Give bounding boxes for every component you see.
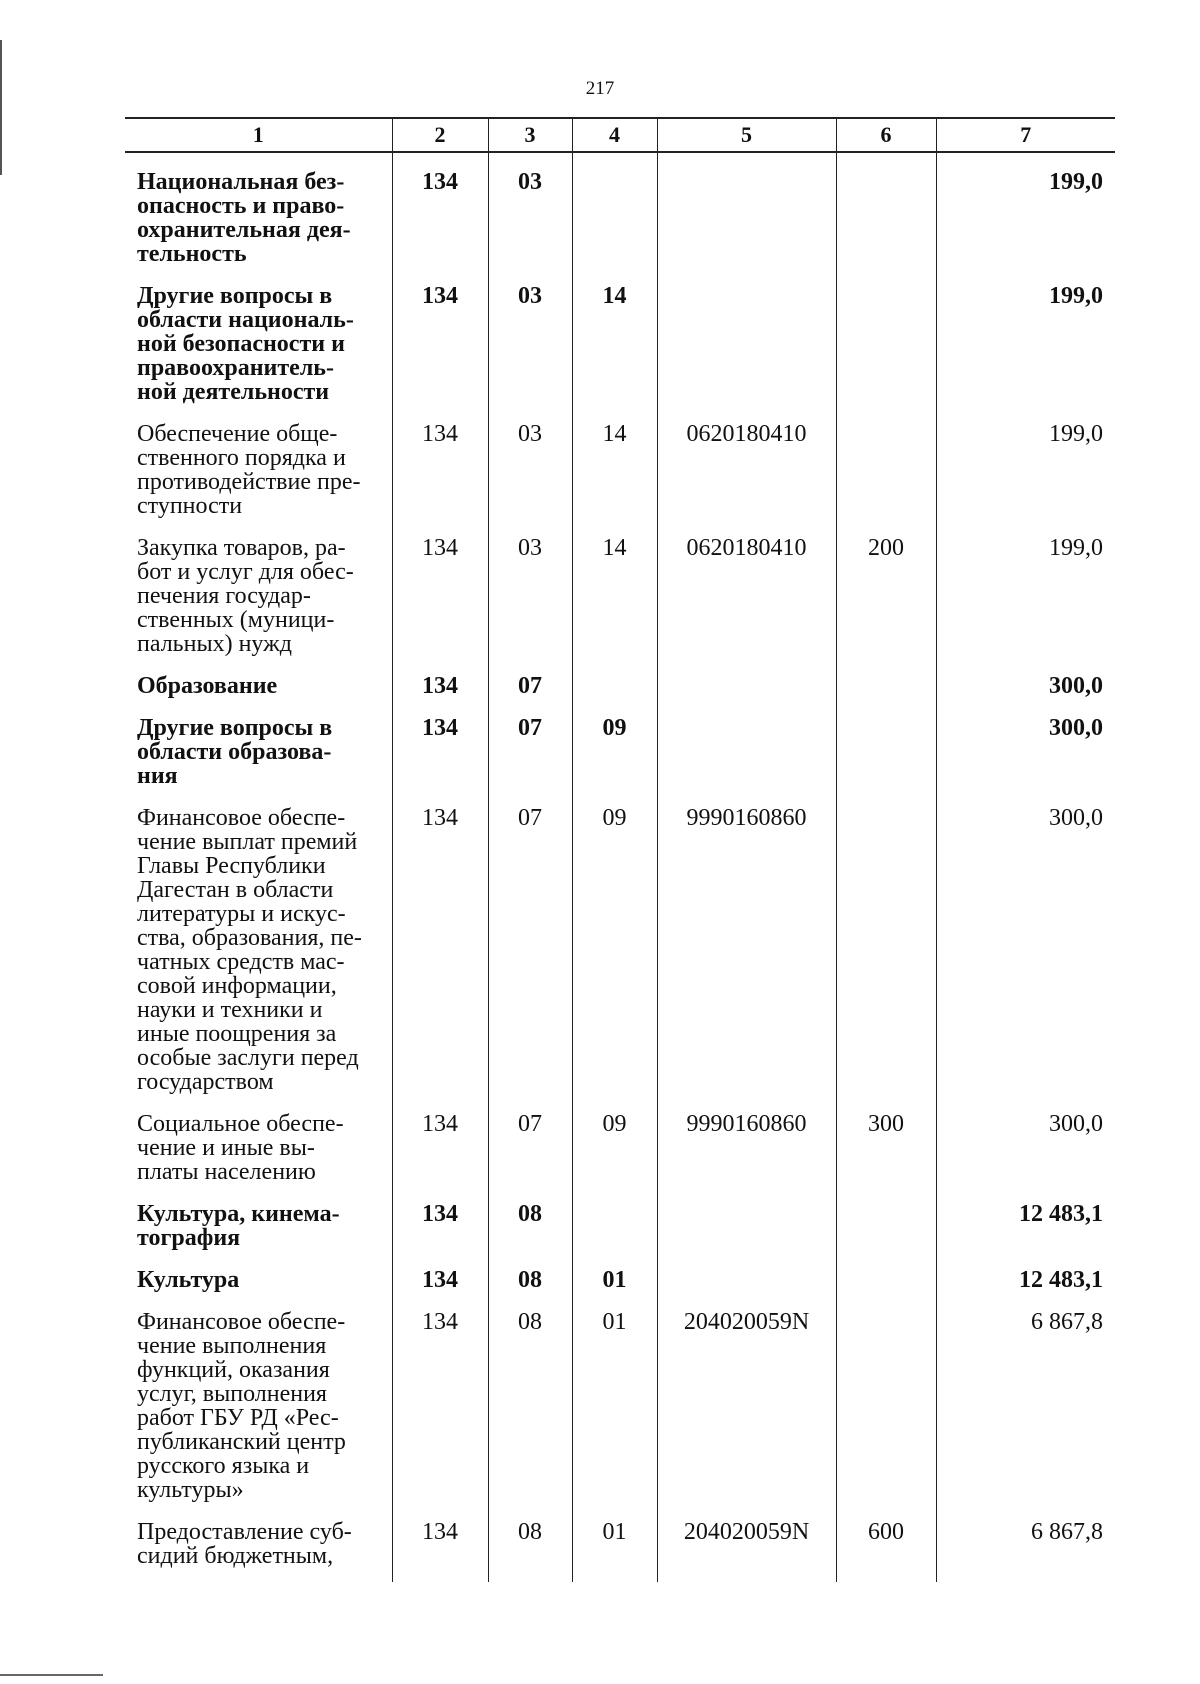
column-header-7: 7 — [936, 118, 1115, 152]
row-code-2-cell: 134 — [392, 533, 488, 671]
row-expense-type-cell — [836, 419, 936, 533]
row-amount-cell: 199,0 — [936, 167, 1115, 281]
row-subsection-cell — [572, 1199, 657, 1265]
row-name-cell: Финансовое обеспе- чение выполнения функций, оказания услуг, выполнения работ ГБУ РД «Рес- публиканский центр русского языка и культуры» — [137, 1309, 346, 1503]
row-subsection-cell: 09 — [572, 1109, 657, 1199]
row-section-cell: 03 — [488, 281, 572, 419]
row-target-article-cell: 204020059N — [657, 1517, 836, 1582]
row-name-cell: Культура, кинема- тография — [137, 1201, 340, 1251]
row-expense-type-cell: 300 — [836, 1109, 936, 1199]
table-body — [125, 152, 1115, 1582]
row-name-cell: Культура — [137, 1267, 240, 1293]
row-code-2-cell: 134 — [392, 1265, 488, 1307]
row-section-cell: 03 — [488, 167, 572, 281]
row-target-article-cell: 0620180410 — [657, 419, 836, 533]
row-section-cell: 07 — [488, 713, 572, 803]
row-name-cell: Национальная без- опасность и право- охранительная дея- тельность — [137, 169, 351, 267]
row-subsection-cell: 09 — [572, 713, 657, 803]
row-subsection-cell: 09 — [572, 803, 657, 1109]
column-header-4: 4 — [572, 118, 657, 152]
row-section-cell: 08 — [488, 1307, 572, 1517]
row-code-2-cell: 134 — [392, 167, 488, 281]
row-subsection-cell: 01 — [572, 1265, 657, 1307]
row-target-article-cell — [657, 1265, 836, 1307]
column-header-1: 1 — [125, 118, 392, 152]
row-name-cell: Финансовое обеспе- чение выплат премий Главы Республики Дагестан в области литературы и искус- ства, образования, пе- чатных средств мас- совой информации, науки и техники и иные поощрения за особые заслуги перед государством — [137, 805, 362, 1095]
row-name-cell: Другие вопросы в области националь- ной безопасности и правоохранитель- ной деятельности — [137, 283, 354, 405]
row-subsection-cell: 01 — [572, 1307, 657, 1517]
table-row — [125, 167, 1115, 281]
row-expense-type-cell: 200 — [836, 533, 936, 671]
row-amount-cell: 300,0 — [936, 1109, 1115, 1199]
row-code-2-cell: 134 — [392, 281, 488, 419]
row-amount-cell: 199,0 — [936, 533, 1115, 671]
row-section-cell: 03 — [488, 533, 572, 671]
row-code-2-cell: 134 — [392, 803, 488, 1109]
row-expense-type-cell — [836, 1307, 936, 1517]
row-subsection-cell: 14 — [572, 281, 657, 419]
row-subsection-cell: 01 — [572, 1517, 657, 1582]
row-subsection-cell: 14 — [572, 533, 657, 671]
row-expense-type-cell — [836, 167, 936, 281]
row-code-2-cell: 134 — [392, 1199, 488, 1265]
row-code-2-cell: 134 — [392, 419, 488, 533]
row-name-cell: Закупка товаров, ра- бот и услуг для обес- печения государ- ственных (муници- пальных) нужд — [137, 535, 354, 657]
row-expense-type-cell: 600 — [836, 1517, 936, 1582]
row-subsection-cell: 14 — [572, 419, 657, 533]
row-amount-cell: 199,0 — [936, 419, 1115, 533]
row-subsection-cell — [572, 671, 657, 713]
scan-bottom-mark — [0, 1674, 103, 1676]
row-amount-cell: 6 867,8 — [936, 1517, 1115, 1582]
row-target-article-cell — [657, 1199, 836, 1265]
row-target-article-cell: 0620180410 — [657, 533, 836, 671]
table-row — [125, 533, 1115, 671]
row-target-article-cell — [657, 167, 836, 281]
row-target-article-cell: 9990160860 — [657, 803, 836, 1109]
row-code-2-cell: 134 — [392, 671, 488, 713]
table-row — [125, 713, 1115, 803]
header-spacer-row — [125, 152, 1115, 167]
scan-edge-mark — [0, 40, 2, 175]
row-section-cell: 07 — [488, 803, 572, 1109]
column-header-5: 5 — [657, 118, 836, 152]
table-row — [125, 671, 1115, 713]
table-row — [125, 1199, 1115, 1265]
row-expense-type-cell — [836, 1265, 936, 1307]
row-amount-cell: 300,0 — [936, 803, 1115, 1109]
row-target-article-cell: 9990160860 — [657, 1109, 836, 1199]
row-amount-cell: 12 483,1 — [936, 1199, 1115, 1265]
row-section-cell: 07 — [488, 1109, 572, 1199]
row-name-cell: Образование — [137, 673, 278, 699]
row-section-cell: 08 — [488, 1265, 572, 1307]
row-code-2-cell: 134 — [392, 1109, 488, 1199]
row-section-cell: 08 — [488, 1199, 572, 1265]
table-row — [125, 281, 1115, 419]
table-row — [125, 1307, 1115, 1517]
row-name-cell: Социальное обеспе- чение и иные вы- платы населению — [137, 1111, 344, 1185]
row-target-article-cell — [657, 671, 836, 713]
row-section-cell: 08 — [488, 1517, 572, 1582]
row-target-article-cell — [657, 281, 836, 419]
row-amount-cell: 199,0 — [936, 281, 1115, 419]
row-target-article-cell — [657, 713, 836, 803]
row-amount-cell: 6 867,8 — [936, 1307, 1115, 1517]
column-header-6: 6 — [836, 118, 936, 152]
row-amount-cell: 300,0 — [936, 713, 1115, 803]
row-subsection-cell — [572, 167, 657, 281]
row-name-cell: Другие вопросы в области образова- ния — [137, 715, 333, 789]
row-expense-type-cell — [836, 803, 936, 1109]
table-row — [125, 1109, 1115, 1199]
table-row — [125, 1517, 1115, 1582]
row-amount-cell: 12 483,1 — [936, 1265, 1115, 1307]
row-expense-type-cell — [836, 671, 936, 713]
row-code-2-cell: 134 — [392, 1307, 488, 1517]
page-number: 217 — [585, 78, 615, 99]
row-amount-cell: 300,0 — [936, 671, 1115, 713]
row-code-2-cell: 134 — [392, 713, 488, 803]
row-expense-type-cell — [836, 1199, 936, 1265]
column-header-2: 2 — [392, 118, 488, 152]
row-section-cell: 03 — [488, 419, 572, 533]
table-row — [125, 803, 1115, 1109]
budget-table — [125, 117, 1115, 1582]
row-expense-type-cell — [836, 281, 936, 419]
row-target-article-cell: 204020059N — [657, 1307, 836, 1517]
table-row — [125, 1265, 1115, 1307]
row-name-cell: Предоставление суб- сидий бюджетным, — [137, 1519, 352, 1569]
row-code-2-cell: 134 — [392, 1517, 488, 1582]
row-expense-type-cell — [836, 713, 936, 803]
table-row — [125, 419, 1115, 533]
row-name-cell: Обеспечение обще- ственного порядка и противодействие пре- ступности — [137, 421, 361, 519]
table-header-row — [125, 118, 1115, 152]
column-header-3: 3 — [488, 118, 572, 152]
row-section-cell: 07 — [488, 671, 572, 713]
